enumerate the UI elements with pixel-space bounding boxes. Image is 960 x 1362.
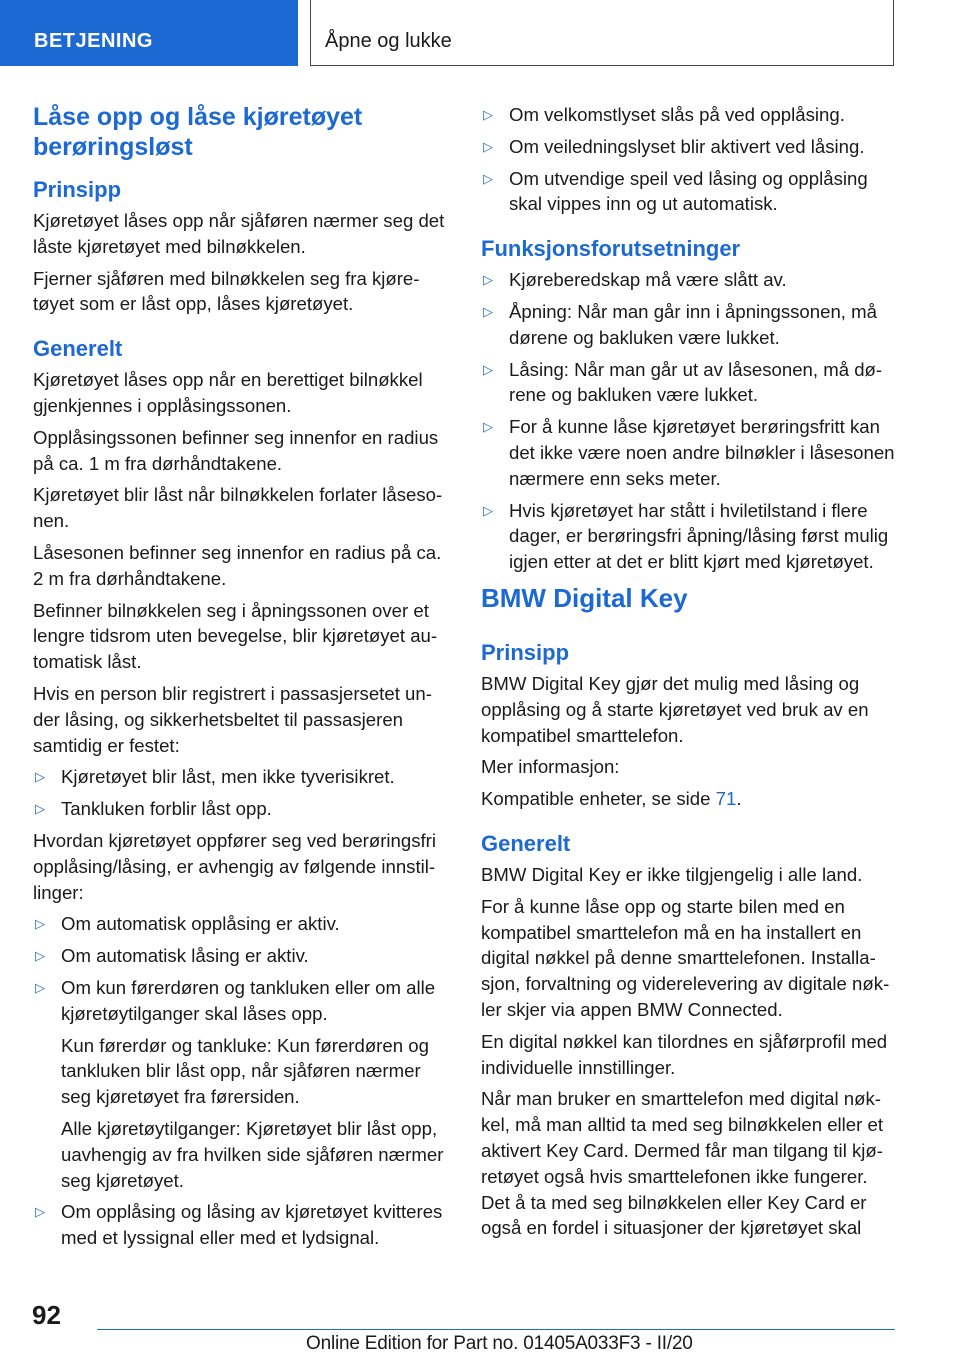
bullet-list [481, 102, 897, 217]
paragraph: En digital nøkkel kan tilordnes en sjåførprofil med individuelle innstillinger. [481, 1030, 888, 1078]
triangle-bullet-icon: ▷ [483, 170, 493, 186]
page-header [0, 0, 960, 66]
section-tab: BETJENING [0, 0, 298, 66]
paragraph: Mer informasjon: [481, 756, 620, 778]
bullet-list [33, 911, 450, 1026]
triangle-bullet-icon: ▷ [483, 107, 493, 122]
list-item: ▷ Om opplåsing og låsing av kjøretøyet kvitteres med et lyssignal eller med et lydsignal. [35, 1201, 443, 1249]
triangle-bullet-icon: ▷ [35, 801, 45, 817]
triangle-bullet-icon: ▷ [35, 1204, 45, 1220]
paragraph: Når man bruker en smarttelefon med digital nøkkel, må man alltid ta med seg bilnøkkelen eller et aktivert Key Card. Dermed får man tilgang til kjøretøyet også hvis smarttelefonen ikke fungerer. Det å ta med seg bilnøkkelen eller Key Card er også en fordel i situasjoner der kjøretøyet skal [481, 1088, 884, 1239]
triangle-bullet-icon: ▷ [483, 272, 493, 288]
paragraph: Opplåsingssonen befinner seg innenfor en radius på ca. 1 m fra dørhåndtakene. [33, 426, 439, 474]
right-column [481, 102, 897, 1247]
chapter-title: Åpne og lukke [310, 0, 894, 66]
footer-divider [97, 1329, 895, 1330]
bullet-list [481, 267, 897, 575]
subheading-funksjonsforutsetninger: Funksjonsforutsetninger [481, 236, 741, 262]
triangle-bullet-icon: ▷ [483, 361, 493, 377]
section-title: Låse opp og låse kjøretøyet berøringsløst [33, 103, 363, 161]
sub-paragraph: Alle kjøretøytilganger: Kjøretøyet blir låst opp, uavhengig av fra hvilken side sjåføren nærmer seg kjøretøyet. [61, 1117, 444, 1191]
paragraph: Hvordan kjøretøyet oppfører seg ved berøringsfri opplåsing/låsing, er avhengig av følgende innstillinger: [33, 829, 437, 903]
left-column [33, 102, 450, 1257]
list-item: ▷ Om automatisk låsing er aktiv. [33, 943, 450, 969]
subheading-prinsipp: Prinsipp [33, 177, 122, 202]
list-item: ▷ Tankluken forblir låst opp. [33, 796, 450, 822]
paragraph: Fjerner sjåføren med bilnøkkelen seg fra kjøretøyet som er låst opp, låses kjøretøyet. [33, 267, 420, 315]
paragraph: For å kunne låse opp og starte bilen med en kompatibel smarttelefon må en ha installert en digital nøkkel på denne smarttelefonen. Installasjon, forvaltning og viderelevering av digitale nøkler skjer via appen BMW Connected. [481, 895, 890, 1020]
footer-edition: Online Edition for Part no. 01405A033F3 - II/20 [306, 1333, 693, 1354]
triangle-bullet-icon: ▷ [483, 502, 493, 518]
triangle-bullet-icon: ▷ [483, 303, 493, 319]
list-item: ▷ Kjøreberedskap må være slått av. [481, 267, 897, 293]
bullet-list [33, 1199, 450, 1251]
triangle-bullet-icon: ▷ [35, 916, 45, 932]
list-item: ▷ Kjøretøyet blir låst, men ikke tyverisikret. [33, 764, 450, 790]
list-item: ▷ Om veiledningslyset blir aktivert ved låsing. [481, 134, 897, 160]
list-item: ▷ Hvis kjøretøyet har stått i hviletilstand i flere dager, er berøringsfri åpning/låsing først mulig igjen etter at det er blitt kjørt med kjøretøyet. [483, 499, 889, 573]
list-item: ▷ For å kunne låse kjøretøyet berøringsfritt kan det ikke være noen andre bilnøkler i låsesonen nærmere enn seks meter. [483, 416, 895, 489]
paragraph: BMW Digital Key gjør det mulig med låsing og opplåsing og å starte kjøretøyet ved bruk av en kompatibel smarttelefon. [481, 672, 869, 746]
section-title-digital-key: BMW Digital Key [481, 582, 688, 613]
page-number: 92 [32, 1300, 61, 1330]
paragraph: Befinner bilnøkkelen seg i åpningssonen over et lengre tidsrom uten bevegelse, blir kjøretøyet automatisk låst. [33, 599, 438, 673]
paragraph: BMW Digital Key er ikke tilgjengelig i alle land. [481, 863, 863, 885]
list-item: ▷ Låsing: Når man går ut av låsesonen, må dørene og bakluken være lukket. [483, 358, 883, 406]
bullet-list [33, 764, 450, 822]
triangle-bullet-icon: ▷ [483, 138, 493, 154]
triangle-bullet-icon: ▷ [35, 979, 45, 995]
triangle-bullet-icon: ▷ [483, 419, 493, 435]
paragraph: Kompatible enheter, se side 71. [481, 788, 742, 810]
subheading-prinsipp: Prinsipp [481, 639, 570, 665]
sub-paragraph: Kun førerdør og tankluke: Kun førerdøren og tankluken blir låst opp, når sjåføren nærmer seg kjøretøyet fra førersiden. [61, 1034, 429, 1108]
subheading-generelt: Generelt [33, 336, 123, 362]
paragraph: Kjøretøyet låses opp når en berettiget bilnøkkel gjenkjennes i opplåsingssonen. [33, 369, 423, 416]
paragraph: Kjøretøyet låses opp når sjåføren nærmer seg det låste kjøretøyet med bilnøkkelen. [33, 210, 445, 257]
page-reference-link[interactable]: 71 [715, 788, 737, 810]
subheading-generelt: Generelt [481, 830, 571, 856]
list-item: ▷ Åpning: Når man går inn i åpningssonen, må dørene og bakluken være lukket. [483, 300, 877, 348]
paragraph: Låsesonen befinner seg innenfor en radius på ca. 2 m fra dørhåndtakene. [33, 541, 442, 589]
list-item: ▷ Om utvendige speil ved låsing og opplåsing skal vippes inn og ut automatisk. [483, 167, 868, 215]
list-item: ▷ Om kun førerdøren og tankluken eller om alle kjøretøytilganger skal låses opp. [35, 976, 436, 1024]
list-item: ▷ Om automatisk opplåsing er aktiv. [33, 911, 450, 937]
triangle-bullet-icon: ▷ [35, 948, 45, 964]
triangle-bullet-icon: ▷ [35, 769, 45, 785]
list-item: ▷ Om velkomstlyset slås på ved opplåsing. [481, 102, 897, 128]
paragraph: Hvis en person blir registrert i passasjersetet under låsing, og sikkerhetsbeltet til passasjeren samtidig er festet: [33, 682, 432, 756]
paragraph: Kjøretøyet blir låst når bilnøkkelen forlater låsesonen. [33, 484, 443, 532]
